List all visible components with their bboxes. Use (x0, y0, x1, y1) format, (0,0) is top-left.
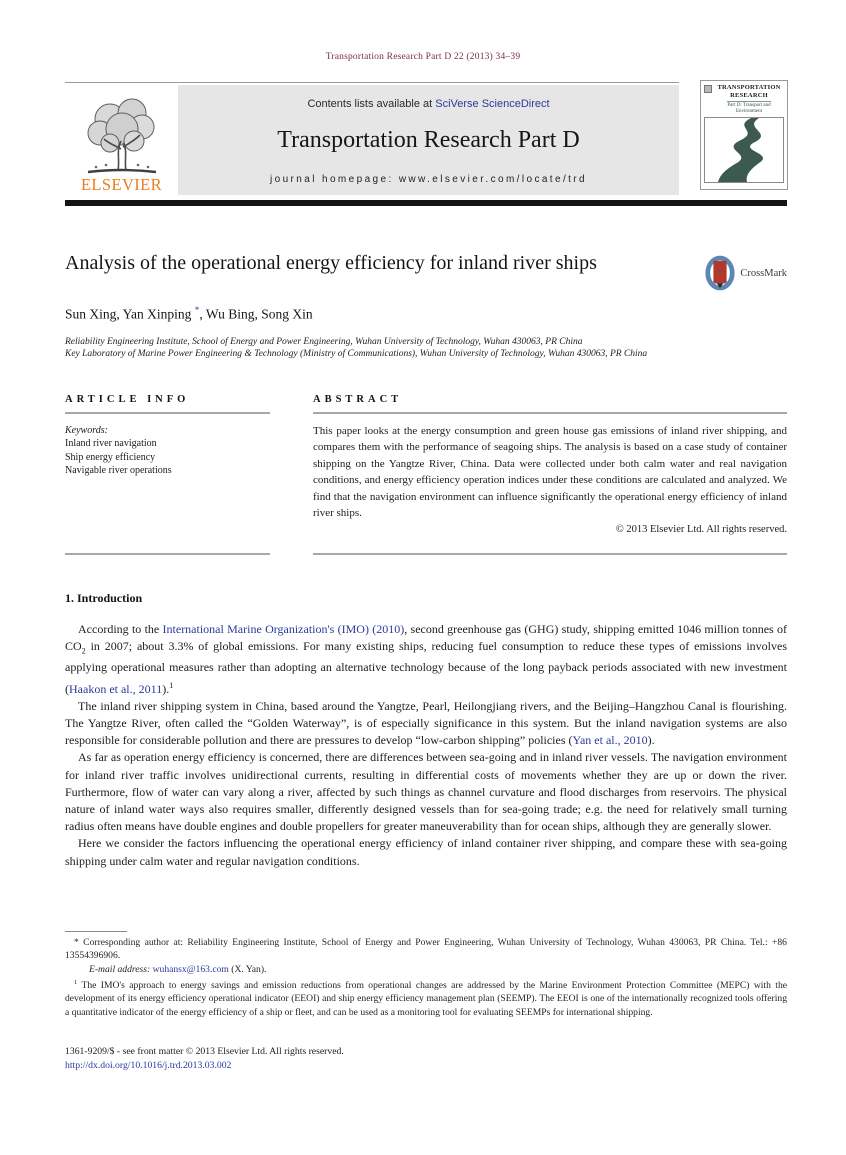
river-illustration-icon (705, 118, 783, 182)
intro-paragraph-1 (65, 621, 787, 698)
journal-citation: Transportation Research Part D 22 (2013) 34–39 (325, 52, 521, 62)
doi-link[interactable]: http://dx.doi.org/10.1016/j.trd.2013.03.002 (65, 1059, 232, 1071)
text-segment: 1 (74, 978, 78, 986)
cover-title-line1: TRANSPORTATION (717, 84, 781, 91)
footnotes-block (65, 931, 787, 1019)
inline-link[interactable]: Yan et al., 2010 (572, 733, 648, 748)
footnote-email (65, 963, 787, 976)
abstract-column (313, 394, 787, 555)
contents-line (178, 85, 679, 110)
journal-title: Transportation Research Part D (277, 127, 580, 153)
inline-link[interactable]: * (194, 305, 200, 315)
banner-top-rule (65, 82, 679, 83)
article-info-rule (65, 412, 270, 414)
text-segment: (X. Yan). (228, 963, 267, 975)
cover-subtitle: Part D: Transport and Environment (727, 103, 771, 114)
affiliations (65, 336, 787, 360)
article-info-heading: ARTICLE INFO (65, 393, 190, 405)
cover-subtitle-rule (727, 101, 771, 103)
intro-paragraph-2 (65, 698, 787, 750)
abstract-rule (313, 412, 787, 414)
text-segment: , second greenhouse gas (GHG) study, shipping emitted 1046 million tonnes of CO (65, 621, 787, 653)
crossmark-badge[interactable] (704, 255, 787, 291)
intro-paragraph-3 (65, 749, 787, 835)
elsevier-logo (65, 85, 178, 195)
keywords-label: Keywords: (65, 424, 108, 436)
cover-titles (714, 84, 784, 114)
footnote-1 (65, 976, 787, 1019)
sciverse-sciencedirect-link[interactable]: SciVerse ScienceDirect (435, 98, 550, 110)
inline-link[interactable]: International Marine Organization's (IMO) (2010) (162, 621, 405, 636)
elsevier-wordmark: ELSEVIER (80, 174, 163, 194)
crossmark-icon (704, 255, 736, 291)
article-info-bottom-rule (65, 553, 270, 555)
elsevier-tree-icon (76, 93, 168, 177)
text-segment: E-mail address: (89, 963, 153, 975)
text-segment: 2 (81, 646, 86, 656)
banner-bottom-bar (65, 200, 787, 206)
text-segment: The IMO's approach to energy savings and emission reductions from operational changes are addressed by the Marine Environment Protection Committee (MEPC) with the development of its energy efficiency operational indicator (EEOI) and ship energy efficiency management plan (SEEMP). The EEOI is one of the internationally recognized tools offering a quantitative indicator of the energy efficiency of a ship or fleet, and can be used as a monitoring tool for evaluating SEEMPs for international shipping. (65, 980, 787, 1018)
cover-river-panel (704, 117, 784, 183)
text-segment: ). (162, 681, 170, 696)
text-segment: , Wu Bing, Song Xin (199, 306, 313, 322)
keyword-item: Ship energy efficiency (65, 451, 156, 463)
abstract-heading: ABSTRACT (313, 393, 403, 405)
journal-homepage-link[interactable]: journal homepage: www.elsevier.com/locate/trd (270, 174, 587, 185)
journal-cover-thumbnail[interactable] (700, 80, 788, 190)
imprint-block (65, 1045, 787, 1072)
text-segment: As far as operation energy efficiency is concerned, there are differences between sea-going and in inland river vessels. The navigation environment for inland river traffic involves unidirectional currents, resulting in differential costs of movements whether they are up or down the river. Furthermore, flow of water can vary along a river, affected by such things as channel curvature and flood discharges from reservoirs. The physical nature of inland water ways also requires smaller, differently designed vessels than for sea-going trade; e.g. the need for relatively small turning radius often means have double engines and double propellers for greater maneuverability than for ocean ships, although they are generally slower. (65, 750, 787, 834)
text-segment: Here we consider the factors influencing the operational energy efficiency of inland container river shipping, and compare these with sea-going shipping under calm water and regular navigation conditions. (65, 836, 787, 868)
affiliation-2: Key Laboratory of Marine Power Engineering & Technology (Ministry of Communications), Wuhan University of Technology, Wuhan 430063, PR China (65, 348, 648, 359)
abstract-text: This paper looks at the energy consumption and green house gas emissions of inland river shipping, and compares them with the performance of seagoing ships. The analysis is based on a case study of container shipping on the Yangtze River, China. Data were collected under both calm water and real navigation conditions, and energy efficiency operation indices under these conditions are calculated and analyzed. We find that the navigation environment can influence significantly the operational energy efficiency of inland river ships. (313, 424, 787, 520)
keyword-item: Inland river navigation (65, 438, 157, 449)
affiliation-1: Reliability Engineering Institute, School of Energy and Power Engineering, Wuhan University of Technology, Wuhan 430063, PR China (65, 336, 583, 347)
cover-header (704, 84, 784, 114)
section-heading-introduction: 1. Introduction (65, 590, 143, 605)
text-segment: Corresponding author at: Reliability Engineering Institute, School of Energy and Power Engineering, Wuhan University of Technology, Wuhan 430063, PR China. Tel.: +86 13554396906. (65, 937, 787, 962)
inline-link[interactable]: Haakon et al., 2011 (69, 681, 163, 696)
text-segment: * (74, 937, 84, 948)
text-segment: 1 (169, 680, 174, 690)
cover-logo-mark (704, 85, 712, 93)
inline-link[interactable]: wuhansx@163.com (152, 963, 229, 975)
abstract-bottom-rule (313, 553, 787, 555)
footnote-rule (65, 931, 127, 932)
authors-line (65, 305, 787, 323)
abstract-copyright: © 2013 Elsevier Ltd. All rights reserved. (615, 524, 787, 536)
issn-copyright-line: 1361-9209/$ - see front matter © 2013 Elsevier Ltd. All rights reserved. (65, 1046, 344, 1057)
text-segment: The inland river shipping system in China, based around the Yangtze, Pearl, Heilongjiang rivers, and the Beijing–Hangzhou Canal is flourishing. The Yangtze River, often called the “Golden Waterway”, is of especially significance in this system. But the inland navigation systems are also responsible for considerable pollution and there are pressures to develop “low-carbon shipping” policies ( (65, 698, 787, 748)
text-segment: According to the (78, 621, 163, 636)
cover-title-line2: RESEARCH (730, 91, 768, 99)
banner-center-panel (178, 85, 679, 195)
intro-paragraph-4 (65, 835, 787, 869)
keyword-item: Navigable river operations (65, 465, 172, 476)
text-segment: ). (647, 733, 655, 748)
contents-prefix: Contents lists available at (307, 98, 436, 110)
article-title: Analysis of the operational energy efficiency for inland river ships (65, 252, 597, 274)
text-segment: in 2007; about 3.3% of global emissions. For many existing ships, reducing fuel consumption to reduce these types of emissions involves applying operational measures rather than adopting an alternative technology because of the long payback periods associated with new investment ( (65, 638, 787, 696)
article-info-column (65, 394, 270, 555)
crossmark-label: CrossMark (740, 267, 787, 279)
footnote-corresponding-author (65, 936, 787, 963)
journal-banner (65, 85, 846, 195)
text-segment: Sun Xing, Yan Xinping (65, 306, 195, 322)
